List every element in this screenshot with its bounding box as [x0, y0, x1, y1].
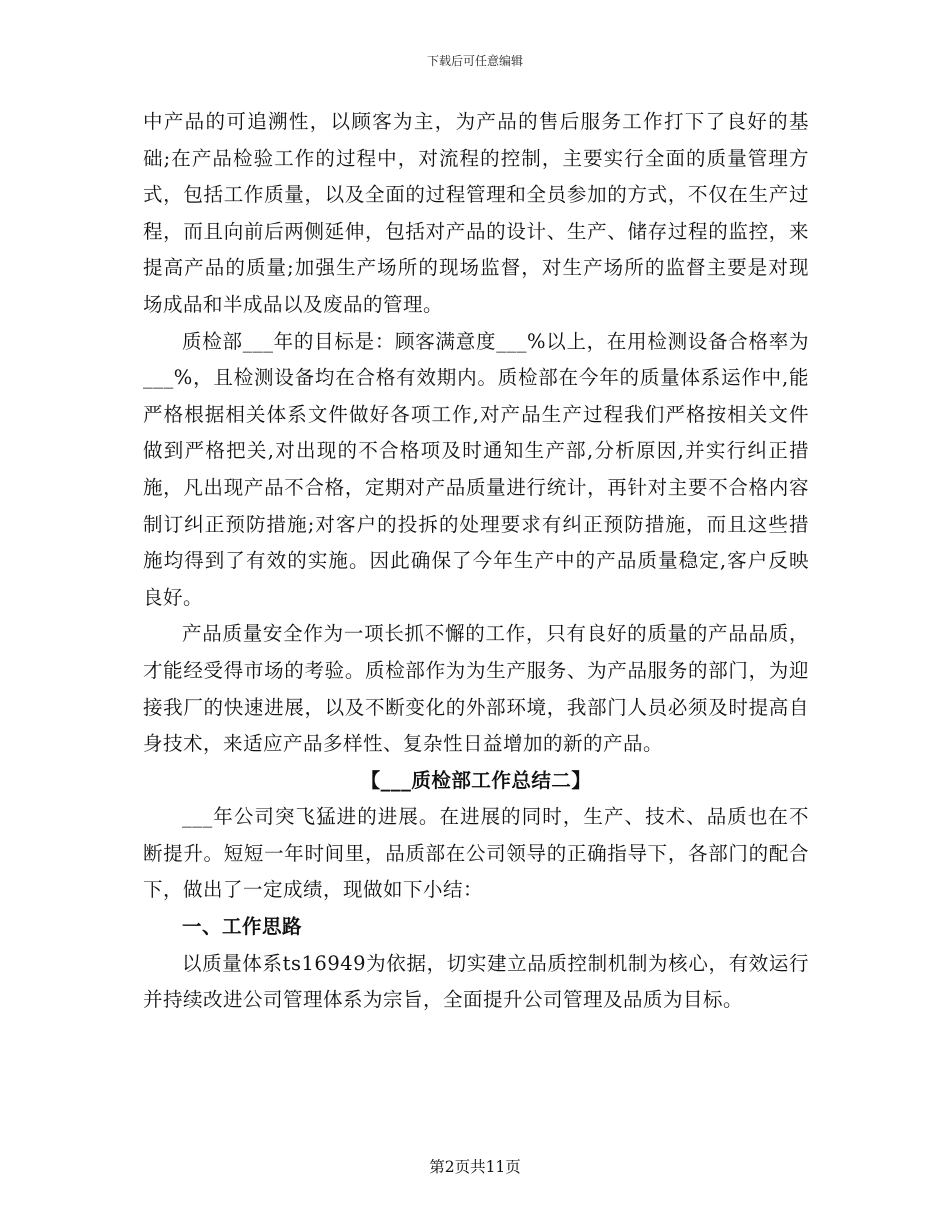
paragraph-1: 中产品的可追溯性，以顾客为主，为产品的售后服务工作打下了良好的基础;在产品检验工作的过程中，对流程的控制，主要实行全面的质量管理方式，包括工作质量，以及全面的过程管理和全员参加的方式，不仅在生产过程，而且向前后两侧延伸，包括对产品的设计、生产、储存过程的监控，来提高产品的质量;加强生产场所的现场监督，对生产场所的监督主要是对现场成品和半成品以及废品的管理。: [143, 110, 809, 316]
subsection-title: 一、工作思路: [182, 915, 303, 939]
page-header: 下载后可任意编辑: [426, 54, 523, 68]
paragraph-4: ___年公司突飞猛进的进展。在进展的同时，生产、技术、品质也在不断提升。短短一年时间里，品质部在公司领导的正确指导下，各部门的配合下，做出了一定成绩，现做如下小结：: [143, 805, 809, 902]
document-body: [143, 104, 809, 1019]
paragraph-2: 质检部___年的目标是：顾客满意度___%以上，在用检测设备合格率为___%，且检测设备均在合格有效期内。质检部在今年的质量体系运作中,能严格根据相关体系文件做好各项工作,对产品生产过程我们严格按相关文件做到严格把关,对出现的不合格项及时通知生产部,分析原因,并实行纠正措施，凡出现产品不合格，定期对产品质量进行统计，再针对主要不合格内容制订纠正预防措施;对客户的投拆的处理要求有纠正预防措施，而且这些措施均得到了有效的实施。因此确保了今年生产中的产品质量稳定,客户反映良好。: [143, 329, 809, 609]
paragraph-5: 以质量体系ts16949为依据，切实建立品质控制机制为核心，有效运行并持续改进公司管理体系为宗旨，全面提升公司管理及品质为目标。: [143, 951, 809, 1012]
paragraph-3: 产品质量安全作为一项长抓不懈的工作，只有良好的质量的产品品质，才能经受得市场的考验。质检部作为为生产服务、为产品服务的部门，为迎接我厂的快速进展，以及不断变化的外部环境，我部门人员必须及时提高自身技术，来适应产品多样性、复杂性日益增加的新的产品。: [143, 622, 809, 756]
page-footer: 第2页共11页: [429, 1158, 521, 1176]
section-title: 【___质检部工作总结二】: [360, 768, 592, 792]
